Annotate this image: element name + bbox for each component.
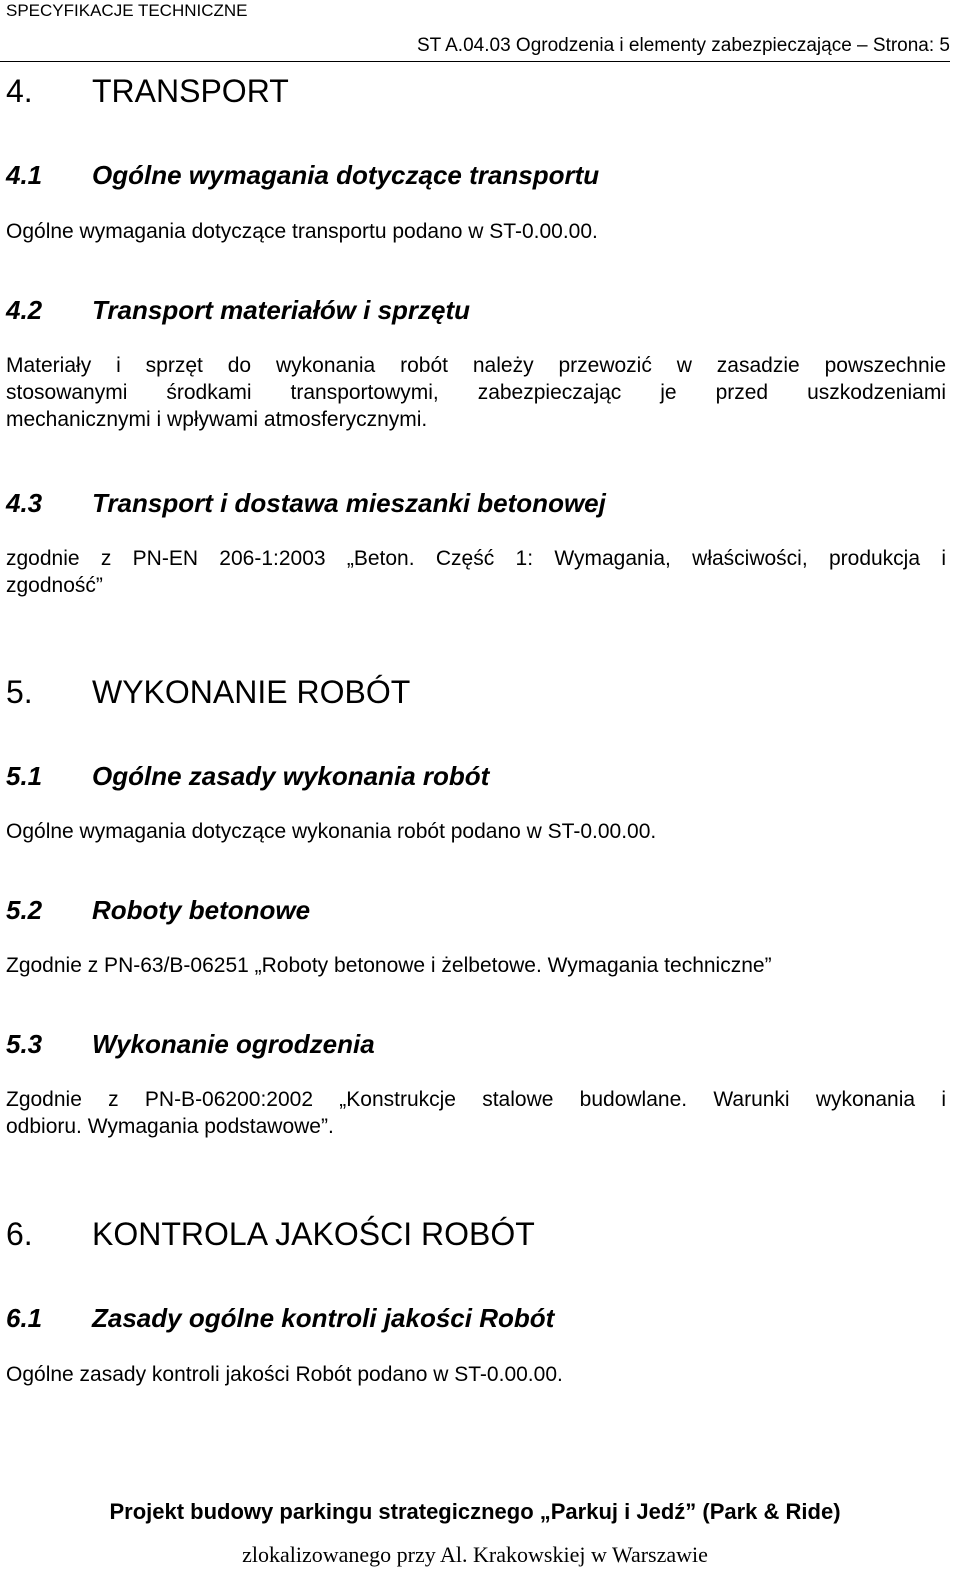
header-doc-ref: ST A.04.03 Ogrodzenia i elementy zabezpieczające – Strona: 5 (416, 35, 950, 56)
section-number: 4.1 (6, 160, 43, 190)
paragraph-line: zgodność” (6, 574, 103, 597)
section-5-1-text: Ogólne wymagania dotyczące wykonania robót podano w ST-0.00.00. (6, 820, 657, 843)
paragraph-line: odbioru. Wymagania podstawowe”. (6, 1115, 334, 1138)
section-5-2-heading (6, 894, 310, 926)
header-divider (0, 61, 950, 62)
section-title: Transport materiałów i sprzętu (92, 295, 471, 325)
section-number: 5. (6, 674, 33, 710)
section-5-3-heading (6, 1028, 375, 1060)
section-number: 5.2 (6, 895, 43, 925)
footer-project-title: Projekt budowy parkingu strategicznego „Parkuj i Jedź” (Park & Ride) (109, 1499, 841, 1524)
section-number: 4.3 (6, 488, 43, 518)
section-4-1-text: Ogólne wymagania dotyczące transportu podano w ST-0.00.00. (6, 220, 598, 243)
section-5-1-heading (6, 760, 489, 792)
section-6-1-text: Ogólne zasady kontroli jakości Robót podano w ST-0.00.00. (6, 1363, 563, 1386)
section-4-2-text (6, 352, 946, 433)
section-6-1-heading (6, 1302, 554, 1334)
section-number: 4.2 (6, 295, 43, 325)
section-4-2-heading (6, 294, 470, 326)
section-6-heading (6, 1215, 535, 1253)
section-title: WYKONANIE ROBÓT (92, 674, 411, 710)
section-title: Zasady ogólne kontroli jakości Robót (92, 1303, 555, 1333)
section-number: 5.3 (6, 1029, 43, 1059)
footer-location: zlokalizowanego przy Al. Krakowskiej w Warszawie (242, 1542, 708, 1567)
section-4-heading (6, 72, 289, 110)
section-number: 4. (6, 73, 33, 109)
header-doc-type: SPECYFIKACJE TECHNICZNE (6, 1, 248, 20)
section-4-3-text (6, 545, 946, 599)
section-title: KONTROLA JAKOŚCI ROBÓT (92, 1216, 535, 1252)
section-5-3-text (6, 1086, 946, 1140)
section-5-heading (6, 673, 410, 711)
section-number: 6.1 (6, 1303, 43, 1333)
paragraph-line: mechanicznymi i wpływami atmosferycznymi. (6, 408, 428, 431)
section-title: Transport i dostawa mieszanki betonowej (92, 488, 606, 518)
paragraph-line: Materiały i sprzęt do wykonania robót należy przewozić w zasadzie powszechnie (6, 354, 946, 377)
section-title: Roboty betonowe (92, 895, 311, 925)
section-title: Wykonanie ogrodzenia (92, 1029, 375, 1059)
section-5-2-text: Zgodnie z PN-63/B-06251 „Roboty betonowe i żelbetowe. Wymagania techniczne” (6, 954, 772, 977)
paragraph-line: zgodnie z PN-EN 206-1:2003 „Beton. Część 1: Wymagania, właściwości, produkcja i (6, 547, 946, 570)
section-number: 5.1 (6, 761, 43, 791)
paragraph-line: stosowanymi środkami transportowymi, zabezpieczając je przed uszkodzeniami (6, 381, 946, 404)
section-4-3-heading (6, 487, 606, 519)
section-number: 6. (6, 1216, 33, 1252)
section-title: TRANSPORT (92, 73, 289, 109)
paragraph-line: Zgodnie z PN-B-06200:2002 „Konstrukcje stalowe budowlane. Warunki wykonania i (6, 1088, 946, 1111)
section-title: Ogólne wymagania dotyczące transportu (92, 160, 600, 190)
section-4-1-heading (6, 159, 599, 191)
section-title: Ogólne zasady wykonania robót (92, 761, 490, 791)
